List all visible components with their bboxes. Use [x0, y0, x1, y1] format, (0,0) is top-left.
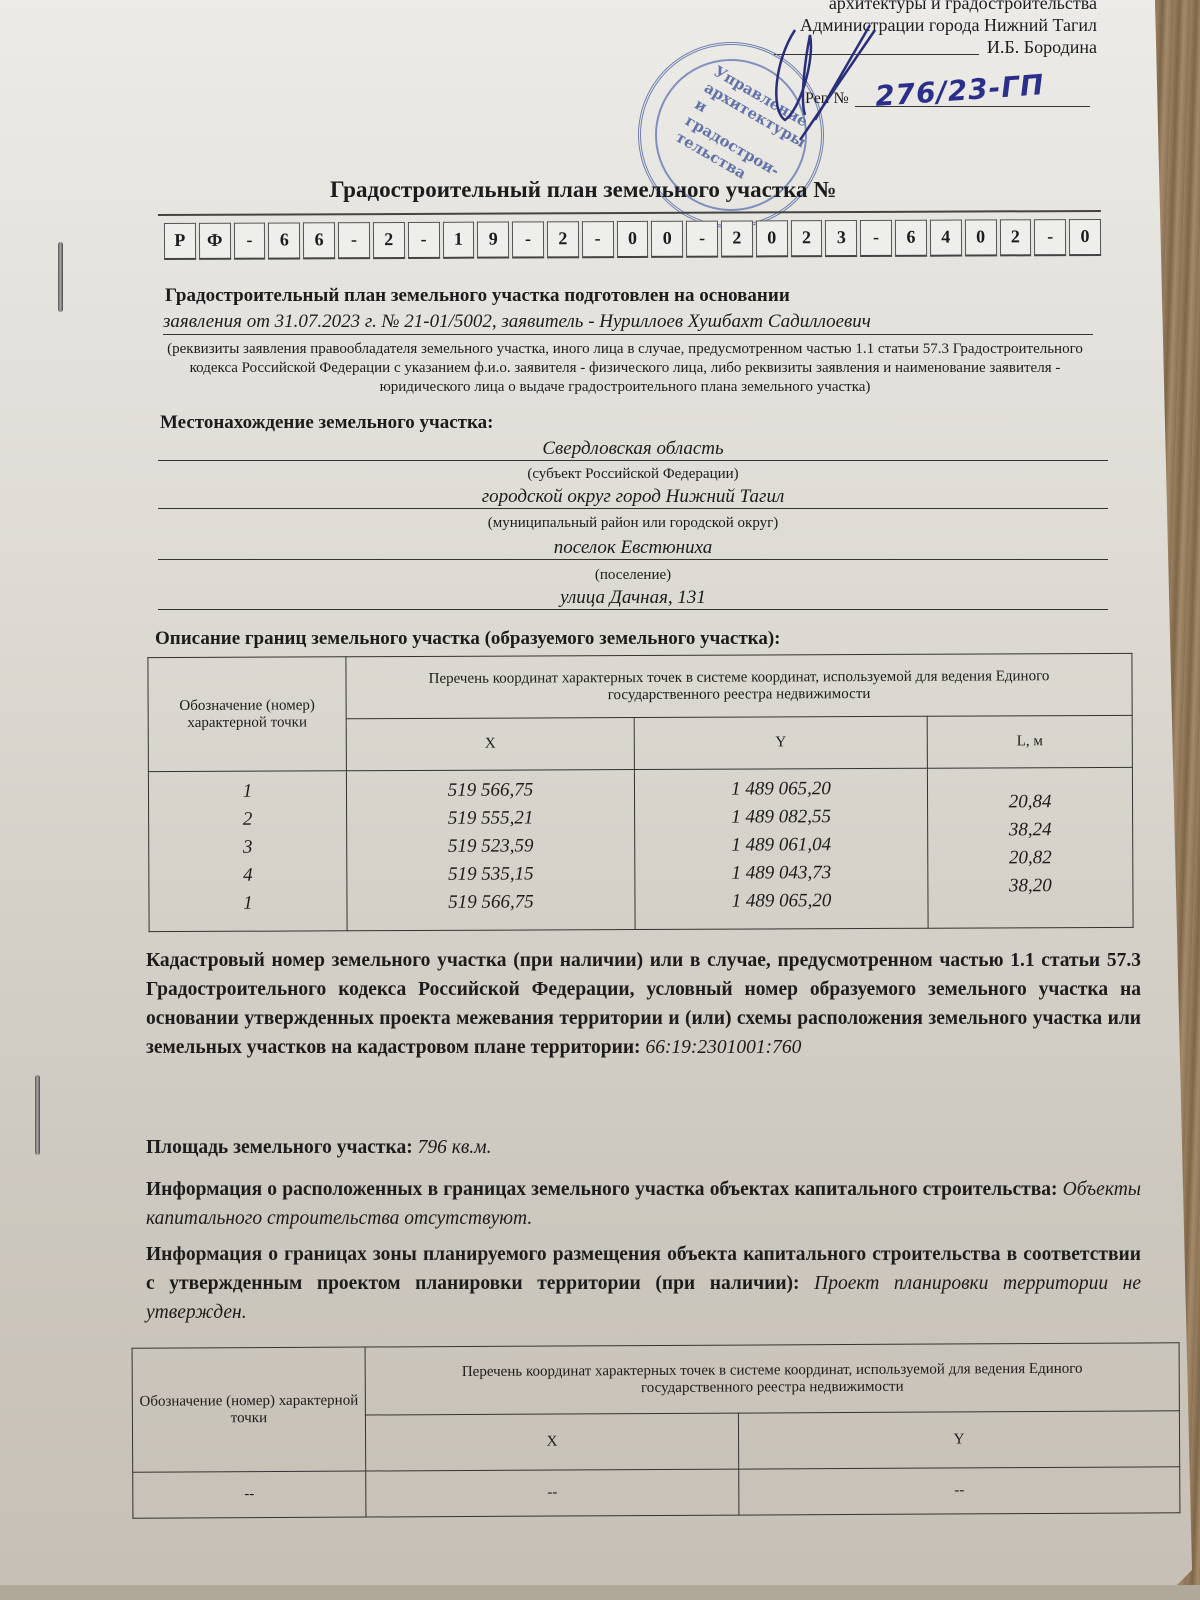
plan-number-cell: 2 — [721, 220, 753, 257]
col-y-header: Y — [634, 716, 927, 769]
approval-dept: архитектуры и градостроительства — [828, 0, 1097, 13]
plan-number-cell: - — [582, 221, 614, 258]
zone-value: Проект планировки территории не утвержден. — [146, 1273, 1141, 1323]
stamp-text: Управление архитектуры и градострои-тельства — [672, 62, 812, 183]
location-settlement: поселок Евстюниха — [158, 537, 1108, 560]
basis-title: Градостроительный план земельного участка подготовлен на основании — [165, 285, 790, 306]
plan-number-cell: Р — [164, 222, 196, 259]
l-values: 20,84 38,24 20,82 38,20 — [927, 767, 1133, 928]
zone-table — [132, 1342, 1181, 1518]
zone-label: Информация о границах зоны планируемого размещения объекта капитального строительства в соответствии с утвержденным проектом планировки территории (при наличии): — [146, 1244, 1141, 1294]
plan-number-cell: - — [686, 220, 718, 257]
zone-col-point-header: Обозначение (номер) характерной точки — [132, 1347, 366, 1472]
plan-number-cell: 6 — [895, 219, 927, 256]
boundaries-title: Описание границ земельного участка (образуемого земельного участка): — [155, 628, 781, 649]
objects-value: Объекты капитального строительства отсутствуют. — [146, 1179, 1141, 1229]
plan-number-cell: - — [338, 222, 370, 259]
handwritten-signature — [755, 20, 885, 150]
table-row — [133, 1467, 1180, 1518]
basis-value: заявления от 31.07.2023 г. № 21-01/5002, заявитель - Нуриллоев Хушбахт Садиллоевич — [163, 311, 1093, 335]
approval-admin: Администрации города Нижний Тагил — [800, 15, 1097, 35]
zone-col-y-header: Y — [738, 1411, 1179, 1469]
boundaries-table — [147, 653, 1133, 932]
location-district: городской округ город Нижний Тагил — [158, 486, 1108, 509]
col-l-header: L, м — [927, 715, 1132, 768]
plan-number-cell: 0 — [965, 219, 997, 256]
zone-y-value: -- — [739, 1467, 1180, 1515]
plan-number-cell: 2 — [547, 221, 579, 258]
area-value: 796 кв.м. — [417, 1137, 492, 1158]
zone-x-value: -- — [366, 1469, 739, 1517]
plan-number-strip — [158, 210, 1101, 266]
y-values: 1 489 065,20 1 489 082,55 1 489 061,04 1 489 043,73 1 489 065,20 — [634, 768, 928, 929]
location-street: улица Дачная, 131 — [158, 587, 1108, 610]
plan-number-cell: - — [860, 219, 892, 256]
reg-label: Рег. № — [805, 90, 849, 107]
zone-col-x-header: X — [365, 1413, 738, 1471]
plan-number-cell: 4 — [930, 219, 962, 256]
plan-number-cell: 3 — [825, 220, 857, 257]
reg-line — [855, 68, 1090, 113]
plan-number-cell: - — [512, 221, 544, 258]
plan-number-cell: 0 — [756, 220, 788, 257]
plan-number-cell: 2 — [791, 220, 823, 257]
page-edge — [0, 1585, 1200, 1600]
table-row — [148, 767, 1133, 931]
plan-number-cell: 0 — [1069, 218, 1101, 255]
plan-number-cell: 2 — [999, 219, 1031, 256]
zone-point-value: -- — [133, 1471, 366, 1518]
basis-note: (реквизиты заявления правообладателя земельного участка, иного лица в случае, предусмотренном частью 1.1 статьи 57.3 Градостроительного кодекса Российской Федерации с указанием ф.и.о. заявителя - физического лица, либо реквизиты заявления и наименование заявителя - юридического лица о выдаче градостроительного плана земельного участка) — [167, 341, 1083, 395]
location-district-caption: (муниципальный район или городской округ) — [487, 515, 779, 531]
area-paragraph — [146, 1133, 1141, 1162]
plan-number-cell: Ф — [199, 222, 231, 259]
location-title: Местонахождение земельного участка: — [160, 412, 494, 433]
plan-number-cell: 6 — [303, 222, 335, 259]
plan-number-cell: 9 — [477, 221, 509, 258]
location-subject: Свердловская область — [158, 438, 1108, 461]
plan-number-cell: 2 — [373, 221, 405, 258]
zone-col-coords-header: Перечень координат характерных точек в системе координат, используемой для ведения Единого государственного реестра недвижимости — [365, 1343, 1179, 1415]
plan-number-cell: - — [408, 221, 440, 258]
plan-number-cell: - — [1034, 219, 1066, 256]
approval-signatory: И.Б. Бородина — [986, 37, 1097, 57]
area-label: Площадь земельного участка: — [146, 1137, 413, 1158]
cadastral-label: Кадастровый номер земельного участка (при наличии) или в случае, предусмотренном частью 1.1 статьи 57.3 Градостроительного кодекса Российской Федерации, условный номер образуемого земельного участка на основании утвержденных проекта межевания территории и (или) схемы расположения земельного участка или земельных участков на кадастровом плане территории: — [146, 950, 1141, 1058]
col-x-header: X — [346, 718, 634, 771]
x-values: 519 566,75 519 555,21 519 523,59 519 535,15 519 566,75 — [346, 770, 635, 931]
cadastral-number: 66:19:2301001:760 — [645, 1037, 802, 1058]
plan-number-cell: 0 — [616, 220, 648, 257]
zone-paragraph — [146, 1240, 1141, 1327]
cadastral-paragraph — [146, 946, 1141, 1062]
reg-number: 276/23-ГП — [873, 68, 1046, 113]
objects-label: Информация о расположенных в границах земельного участка объектах капитального строительства: — [146, 1179, 1058, 1200]
staple-icon — [35, 1075, 40, 1155]
plan-number-cell: 6 — [268, 222, 300, 259]
registration-row — [805, 68, 1090, 113]
location-settlement-caption: (поселение) — [594, 567, 672, 583]
plan-number-cell: 1 — [442, 221, 474, 258]
objects-paragraph — [146, 1175, 1141, 1233]
point-numbers: 1 2 3 4 1 — [148, 771, 347, 932]
plan-number-cell: 0 — [651, 220, 683, 257]
staple-icon — [58, 242, 63, 312]
location-subject-caption: (субъект Российской Федерации) — [527, 466, 739, 482]
col-coords-header: Перечень координат характерных точек в системе координат, используемой для ведения Единого государственного реестра недвижимости — [346, 653, 1132, 718]
col-point-header: Обозначение (номер) характерной точки — [148, 657, 346, 772]
plan-title: Градостроительный план земельного участка № — [330, 177, 837, 202]
plan-number-cell: - — [234, 222, 266, 259]
